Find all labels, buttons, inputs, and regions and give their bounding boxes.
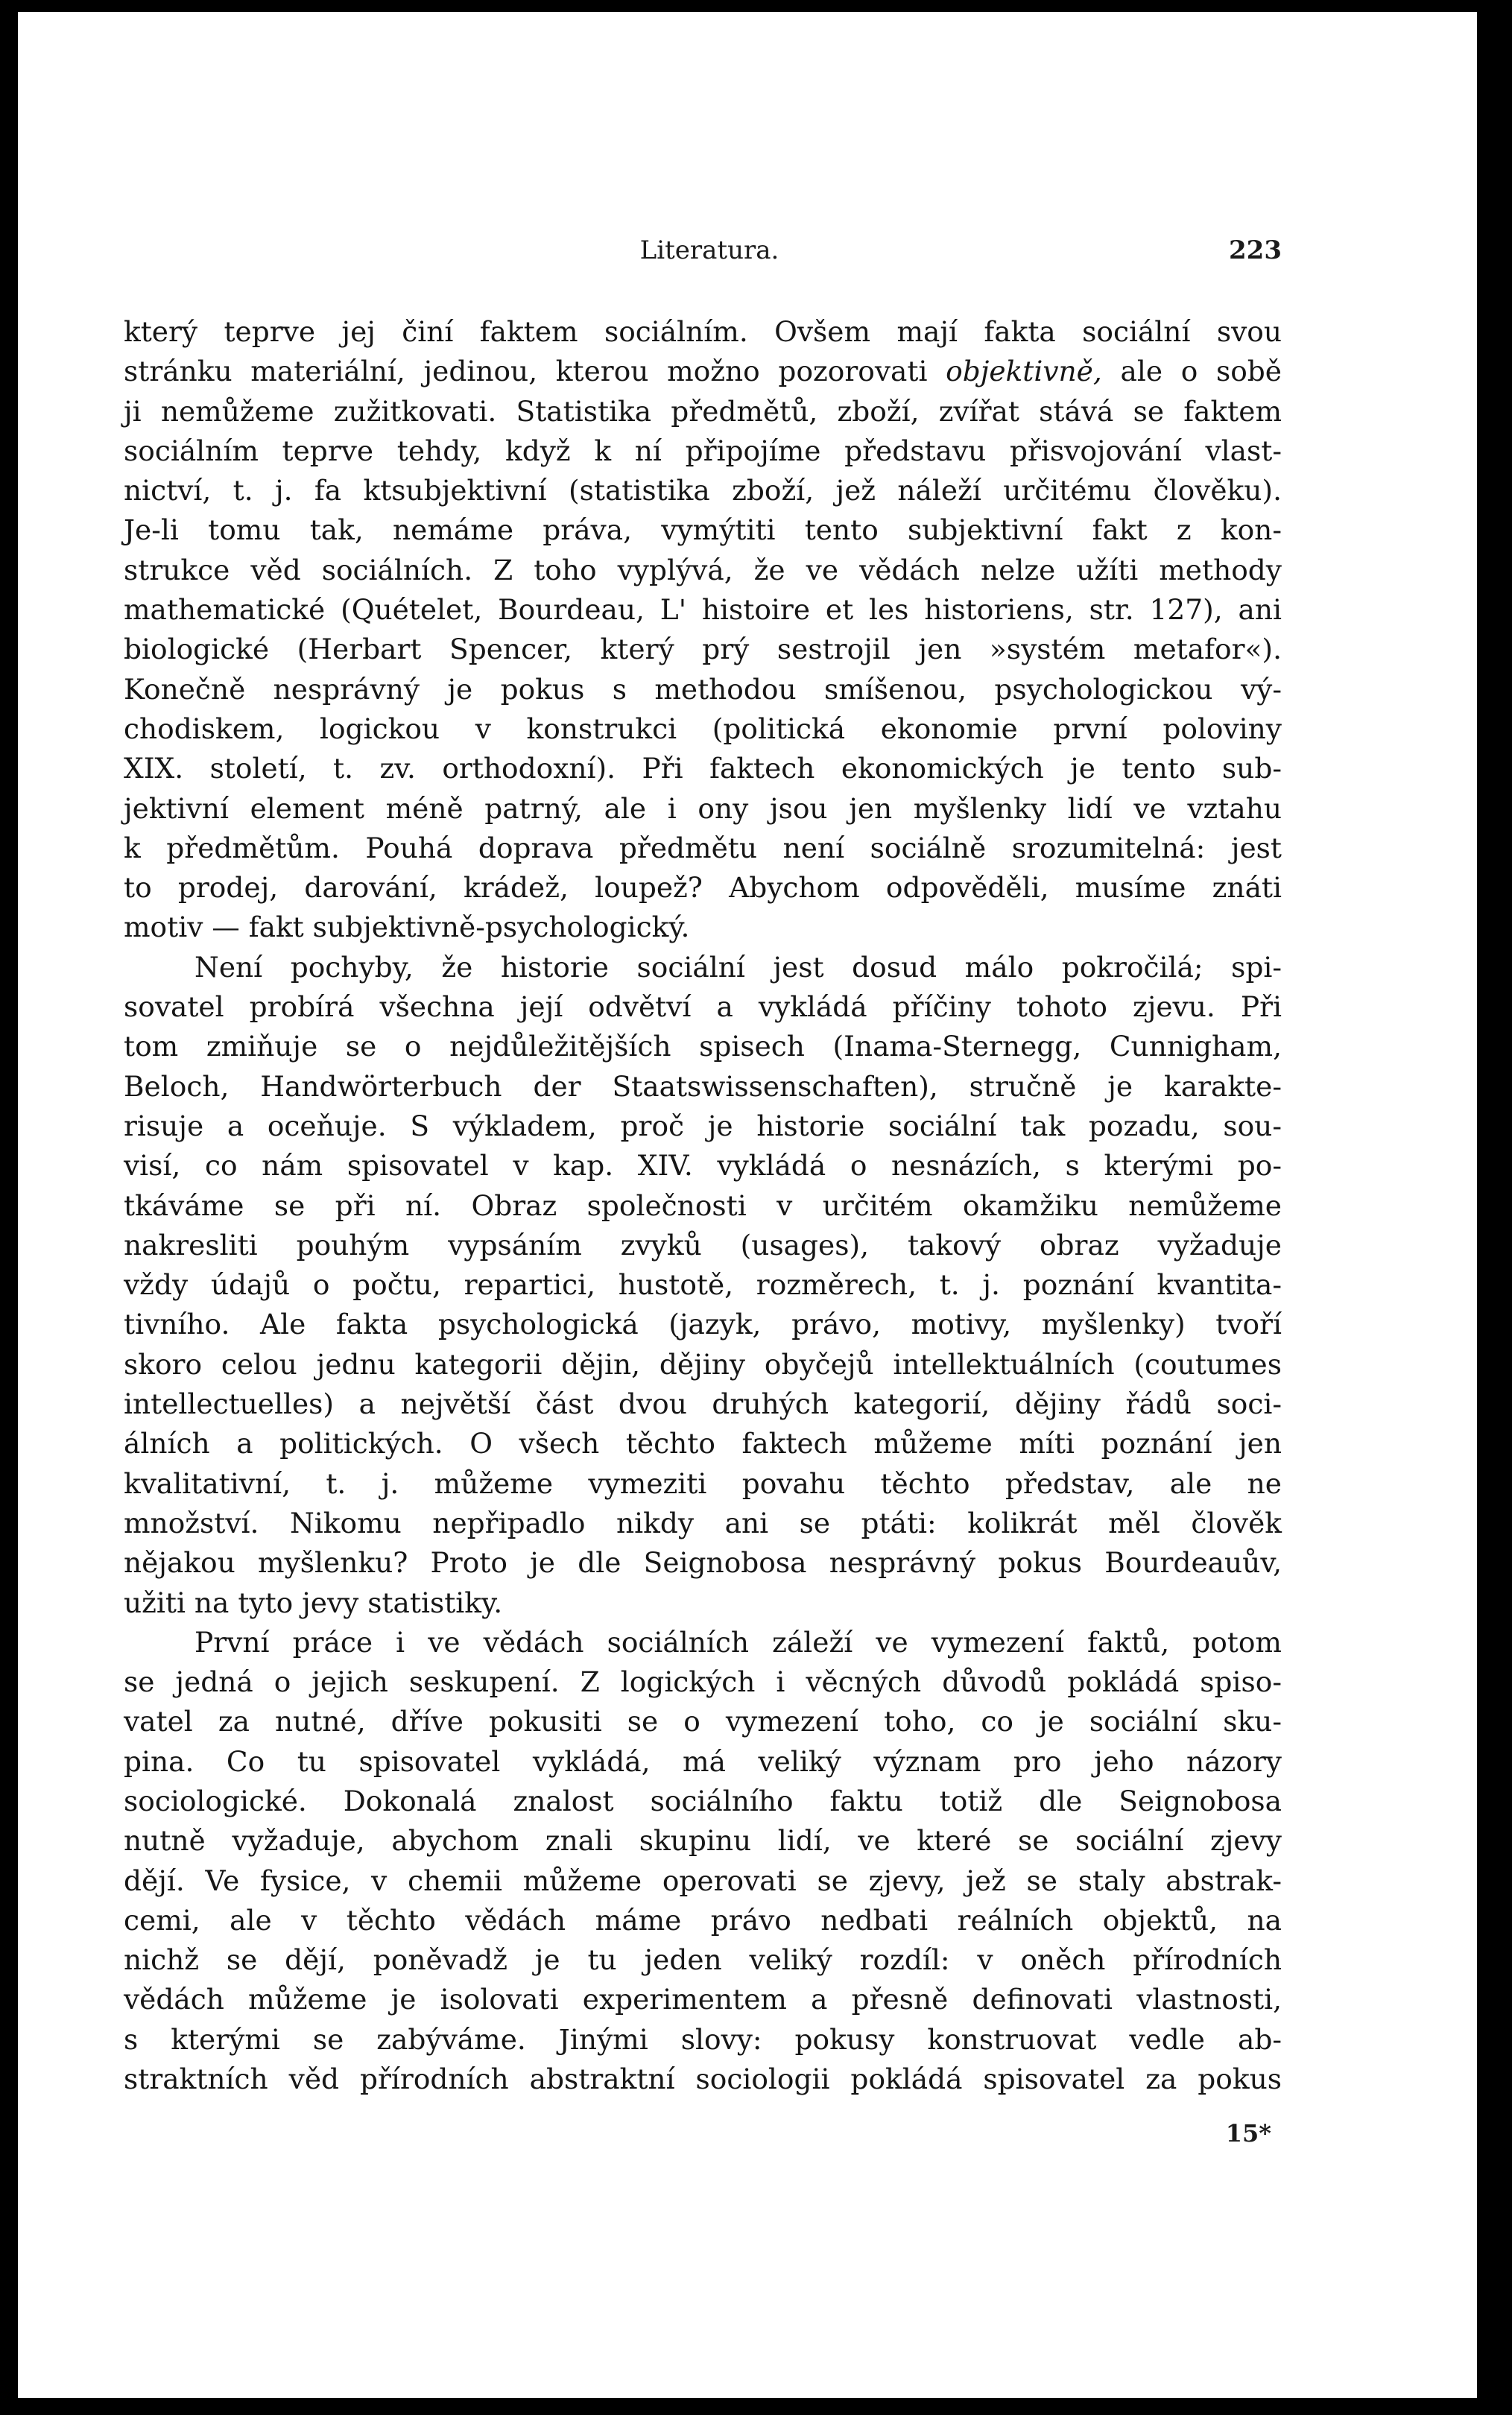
text-line: nutně vyžaduje, abychom znali skupinu lidí, ve které se sociální zjevy — [124, 1824, 1282, 1858]
text-line: Konečně nesprávný je pokus s methodou smíšenou, psychologickou vý- — [124, 672, 1282, 706]
text-line: pina. Co tu spisovatel vykládá, má veliký význam pro jeho názory — [124, 1744, 1282, 1778]
text-line: množství. Nikomu nepřipadlo nikdy ani se ptáti: kolikrát měl člověk — [124, 1506, 1282, 1539]
text-line: chodiskem, logickou v konstrukci (politická ekonomie první poloviny — [124, 712, 1282, 745]
text-line: tkáváme se při ní. Obraz společnosti v určitém okamžiku nemůžeme — [124, 1188, 1282, 1222]
italic-emphasis: objektivně, — [946, 355, 1102, 388]
text-line: se jedná o jejich seskupení. Z logických i věcných důvodů pokládá spiso- — [124, 1665, 1282, 1699]
text-line: straktních věd přírodních abstraktní sociologii pokládá spisovatel za pokus — [124, 2063, 1282, 2096]
text-line: vědách můžeme je isolovati experimentem a přesně definovati vlastnosti, — [124, 1983, 1282, 2016]
body-text — [124, 312, 1282, 2099]
text-line: to prodej, darování, krádež, loupež? Abychom odpověděli, musíme znáti — [124, 871, 1282, 905]
text-line: biologické (Herbart Spencer, který prý sestrojil jen »systém metafor«). — [124, 633, 1282, 666]
text-line: tom zmiňuje se o nejdůležitějších spisech (Inama-Sternegg, Cunnigham, — [124, 1030, 1282, 1063]
text-line: vatel za nutné, dříve pokusiti se o vymezení toho, co je sociální sku- — [124, 1705, 1282, 1738]
page-number: 223 — [1229, 235, 1282, 265]
text-line: cemi, ale v těchto vědách máme právo nedbati reálních objektů, na — [124, 1903, 1282, 1937]
text-line: vždy údajů o počtu, repartici, hustotě, rozměrech, t. j. poznání kvantita- — [124, 1268, 1282, 1302]
text-line: Beloch, Handwörterbuch der Staatswissenschaften), stručně je karakte- — [124, 1069, 1282, 1103]
running-head-title: Literatura. — [639, 235, 779, 265]
text-line: risuje a oceňuje. S výkladem, proč je historie sociální tak pozadu, sou- — [124, 1109, 1282, 1142]
signature-mark: 15* — [1225, 2119, 1271, 2147]
text-line: dějí. Ve fysice, v chemii můžeme operovati se zjevy, jež se staly abstrak- — [124, 1864, 1282, 1897]
text-line: intellectuelles) a největší část dvou druhých kategorií, dějiny řádů soci- — [124, 1387, 1282, 1421]
text-line: nichž se dějí, poněvadž je tu jeden veliký rozdíl: v oněch přírodních — [124, 1943, 1282, 1977]
text-line: Není pochyby, že historie sociální jest dosud málo pokročilá; spi- — [194, 950, 1282, 984]
text-line: který teprve jej činí faktem sociálním. Ovšem mají fakta sociální svou — [124, 315, 1282, 348]
text-line: jektivní element méně patrný, ale i ony jsou jen myšlenky lidí ve vztahu — [124, 791, 1282, 825]
text-line: mathematické (Quételet, Bourdeau, L' histoire et les historiens, str. 127), ani — [124, 593, 1282, 627]
book-page — [18, 12, 1477, 2398]
text-line: s kterými se zabýváme. Jinými slovy: pokusy konstruovat vedle ab- — [124, 2022, 1282, 2056]
text-line: tivního. Ale fakta psychologická (jazyk, právo, motivy, myšlenky) tvoří — [124, 1308, 1282, 1341]
text-line: nictví, t. j. fa ktsubjektivní (statistika zboží, jež náleží určitému člověku). — [124, 474, 1282, 507]
text-line: ji nemůžeme zužitkovati. Statistika předmětů, zboží, zvířat stává se faktem — [124, 394, 1282, 428]
text-line: visí, co nám spisovatel v kap. XIV. vykládá o nesnázích, s kterými po- — [124, 1149, 1282, 1183]
text-line: nakresliti pouhým vypsáním zvyků (usages), takový obraz vyžaduje — [124, 1228, 1282, 1262]
text-line: strukce věd sociálních. Z toho vyplývá, že ve vědách nelze užíti methody — [124, 553, 1282, 586]
text-line: motiv — fakt subjektivně-psychologický. — [124, 911, 690, 944]
text-line: sociologické. Dokonalá znalost sociálního faktu totiž dle Seignobosa — [124, 1784, 1282, 1817]
text-line: álních a politických. O všech těchto faktech můžeme míti poznání jen — [124, 1427, 1282, 1460]
text-line: sovatel probírá všechna její odvětví a vykládá příčiny tohoto zjevu. Při — [124, 990, 1282, 1024]
text-line: První práce i ve vědách sociálních záleží ve vymezení faktů, potom — [194, 1625, 1282, 1659]
text-line: XIX. století, t. zv. orthodoxní). Při faktech ekonomických je tento sub- — [124, 752, 1282, 785]
text-line: užiti na tyto jevy statistiky. — [124, 1586, 503, 1619]
running-head — [137, 235, 1282, 280]
text-line: skoro celou jednu kategorii dějin, dějiny obyčejů intellektuálních (coutumes — [124, 1347, 1282, 1381]
text-line: nějakou myšlenku? Proto je dle Seignobosa nesprávný pokus Bourdeauův, — [124, 1546, 1282, 1580]
text-line: stránku materiální, jedinou, kterou možno pozorovati objektivně, ale o sobě — [124, 355, 1282, 388]
text-line: sociálním teprve tehdy, když k ní připojíme představu přisvojování vlast- — [124, 434, 1282, 467]
text-line: Je-li tomu tak, nemáme práva, vymýtiti tento subjektivní fakt z kon- — [124, 513, 1282, 547]
text-line: k předmětům. Pouhá doprava předmětu není sociálně srozumitelná: jest — [124, 831, 1282, 864]
text-line: kvalitativní, t. j. můžeme vymeziti povahu těchto představ, ale ne — [124, 1466, 1282, 1500]
